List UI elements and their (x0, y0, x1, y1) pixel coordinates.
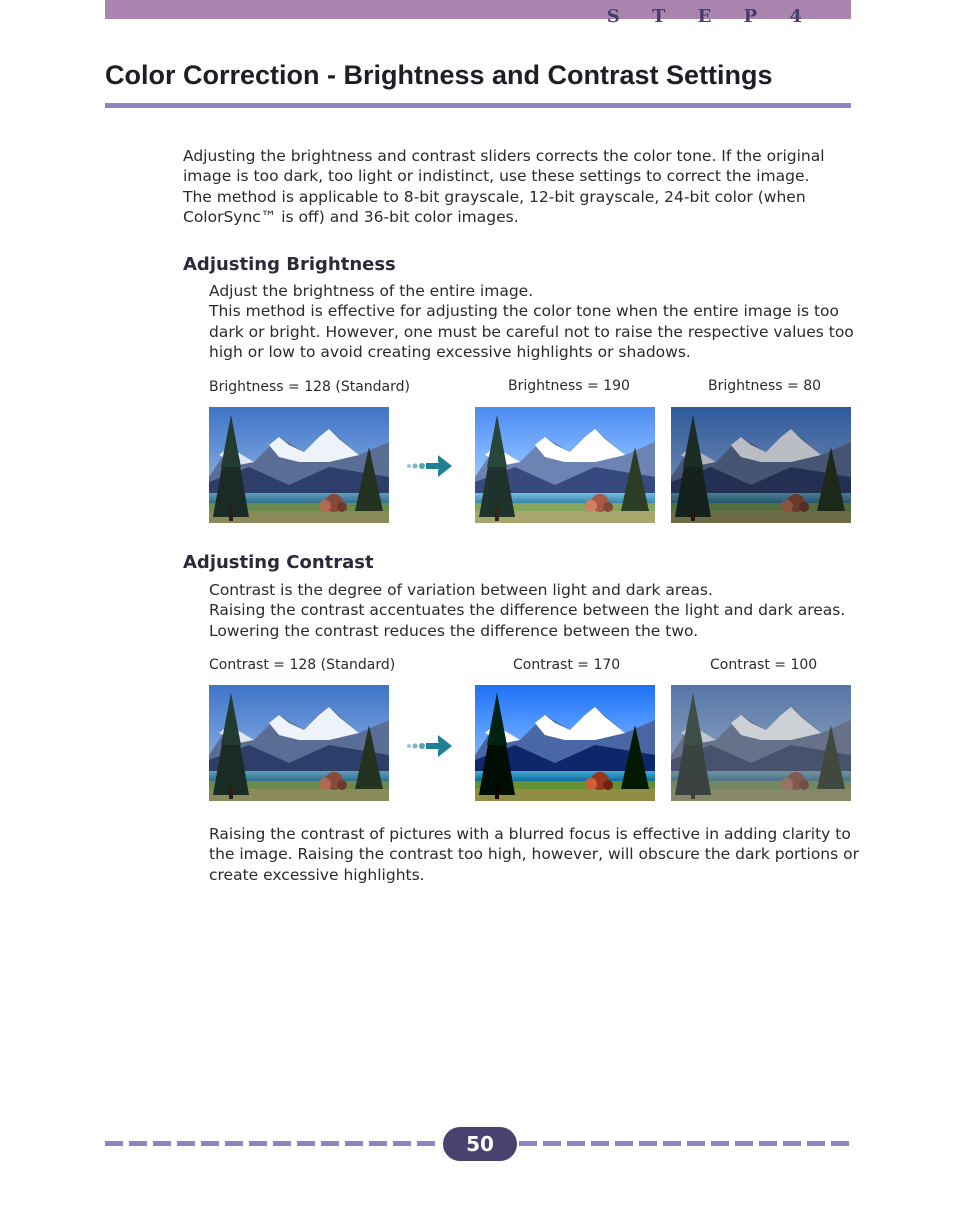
step-label: S T E P 4 (606, 6, 815, 27)
intro-line: Adjusting the brightness and contrast sliders corrects the color tone. If the original (183, 147, 825, 165)
photo-contrast-100 (671, 685, 851, 801)
brightness-line: Adjust the brightness of the entire image. (209, 282, 534, 300)
intro-line: The method is applicable to 8-bit grayscale, 12-bit grayscale, 24-bit color (when (183, 187, 806, 206)
caption-brightness-190: Brightness = 190 (508, 378, 630, 394)
brightness-line: This method is effective for adjusting the color tone when the entire image is too (209, 302, 839, 321)
brightness-paragraph (209, 281, 854, 363)
contrast-line: Raising the contrast accentuates the difference between the light and dark areas. (209, 601, 846, 620)
footer-rule-right (519, 1141, 851, 1146)
closing-line: create excessive highlights. (209, 865, 425, 884)
photo-brightness-190 (475, 407, 655, 523)
page-number-badge: 50 (443, 1127, 517, 1161)
footer-rule-left (105, 1141, 441, 1146)
contrast-line: Contrast is the degree of variation between light and dark areas. (209, 581, 713, 599)
arrow-right-icon (406, 453, 456, 479)
caption-brightness-standard: Brightness = 128 (Standard) (209, 379, 410, 395)
photo-contrast-170 (475, 685, 655, 801)
photo-brightness-80 (671, 407, 851, 523)
arrow-right-icon (406, 733, 456, 759)
photo-brightness-standard (209, 407, 389, 523)
brightness-line: dark or bright. However, one must be careful not to raise the respective values too (209, 322, 854, 341)
closing-line: the image. Raising the contrast too high, however, will obscure the dark portions or (209, 845, 859, 864)
closing-paragraph (209, 824, 859, 885)
brightness-heading: Adjusting Brightness (183, 254, 396, 275)
title-underline (105, 103, 851, 108)
page-title: Color Correction - Brightness and Contrast Settings (105, 60, 773, 90)
contrast-heading: Adjusting Contrast (183, 552, 374, 573)
caption-contrast-170: Contrast = 170 (513, 657, 621, 673)
photo-contrast-standard (209, 685, 389, 801)
intro-paragraph (183, 146, 825, 228)
caption-contrast-standard: Contrast = 128 (Standard) (209, 657, 396, 673)
contrast-paragraph (209, 580, 845, 641)
brightness-line: high or low to avoid creating excessive highlights or shadows. (209, 343, 691, 362)
intro-line: image is too dark, too light or indistinct, use these settings to correct the image. (183, 167, 810, 186)
contrast-line: Lowering the contrast reduces the difference between the two. (209, 621, 699, 640)
closing-line: Raising the contrast of pictures with a blurred focus is effective in adding clarity to (209, 825, 851, 843)
caption-brightness-80: Brightness = 80 (708, 378, 822, 394)
intro-line: ColorSync™ is off) and 36-bit color images. (183, 208, 519, 227)
caption-contrast-100: Contrast = 100 (710, 657, 818, 673)
